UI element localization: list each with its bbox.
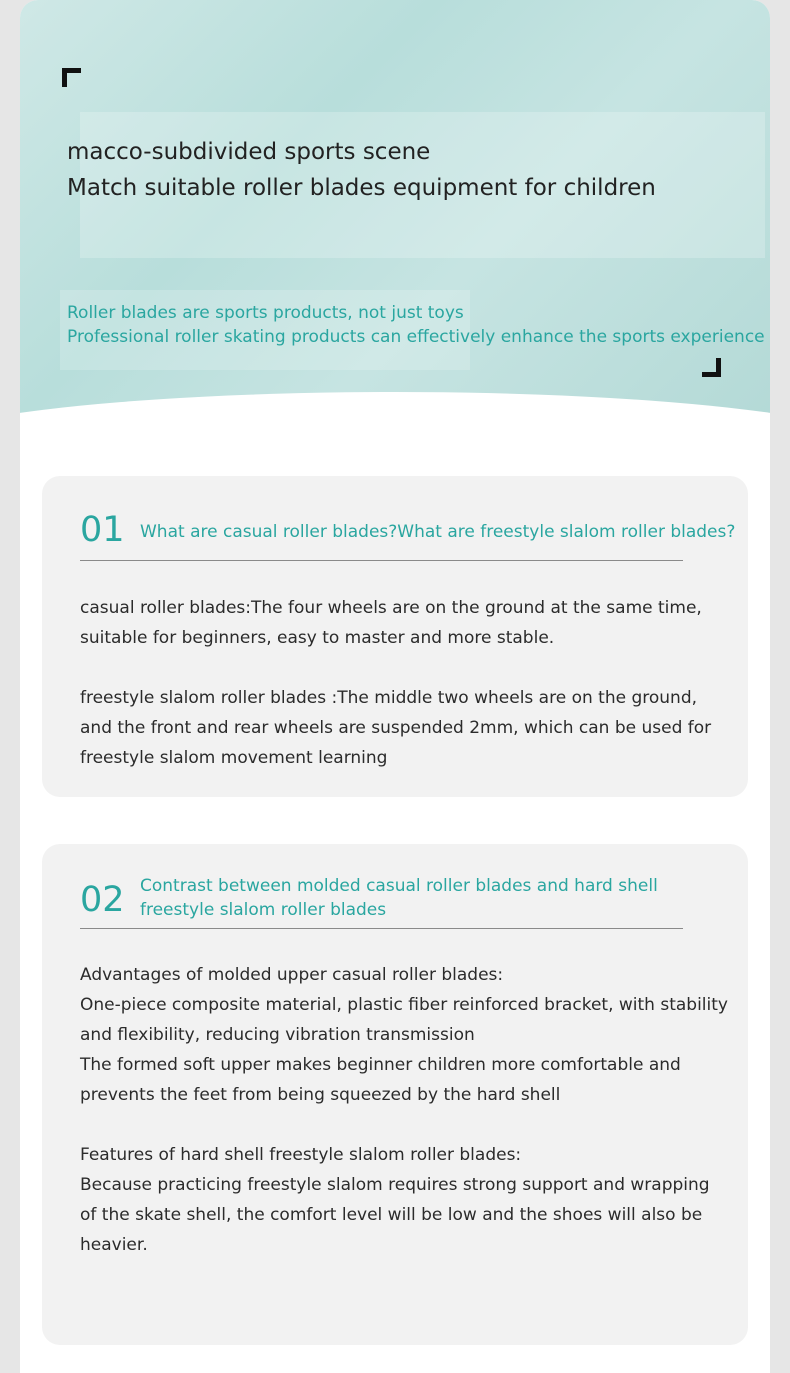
hero-title-line: macco-subdivided sports scene	[67, 139, 431, 165]
section-card-02	[42, 844, 748, 1345]
section-number: 02	[80, 880, 125, 920]
section-heading-line: freestyle slalom roller blades	[140, 900, 387, 920]
body-line: freestyle slalom roller blades :The middle two wheels are on the ground,	[80, 688, 698, 708]
body-line: freestyle slalom movement learning	[80, 748, 388, 768]
corner-bracket-bottom-right-icon	[702, 358, 721, 377]
body-line: heavier.	[80, 1235, 148, 1255]
hero-title-line: Match suitable roller blades equipment for children	[67, 175, 656, 201]
section-heading	[140, 874, 658, 922]
product-detail-page	[20, 0, 770, 1373]
body-line: casual roller blades:The four wheels are on the ground at the same time,	[80, 598, 702, 618]
body-line: and the front and rear wheels are suspended 2mm, which can be used for	[80, 718, 712, 738]
section-divider	[80, 560, 683, 561]
section-heading	[140, 520, 735, 544]
section-number: 01	[80, 510, 125, 550]
section-body	[80, 593, 730, 773]
body-line: Features of hard shell freestyle slalom roller blades:	[80, 1145, 522, 1165]
hero-title	[67, 134, 656, 206]
section-heading-line: Contrast between molded casual roller blades and hard shell	[140, 876, 658, 896]
body-line: suitable for beginners, easy to master and more stable.	[80, 628, 555, 648]
body-line: prevents the feet from being squeezed by the hard shell	[80, 1085, 561, 1105]
body-line: Because practicing freestyle slalom requires strong support and wrapping	[80, 1175, 710, 1195]
section-body	[80, 960, 730, 1260]
hero-subtitle	[67, 301, 765, 349]
hero-subtitle-line: Professional roller skating products can effectively enhance the sports experience	[67, 327, 765, 347]
section-heading-line: What are casual roller blades?What are freestyle slalom roller blades?	[140, 522, 736, 542]
section-divider	[80, 928, 683, 929]
body-line: Advantages of molded upper casual roller blades:	[80, 965, 504, 985]
hero-banner	[20, 0, 770, 440]
body-line: One-piece composite material, plastic fiber reinforced bracket, with stability	[80, 995, 728, 1015]
body-line: and flexibility, reducing vibration transmission	[80, 1025, 475, 1045]
body-line: The formed soft upper makes beginner children more comfortable and	[80, 1055, 681, 1075]
body-line: of the skate shell, the comfort level will be low and the shoes will also be	[80, 1205, 703, 1225]
section-card-01	[42, 476, 748, 797]
hero-subtitle-line: Roller blades are sports products, not just toys	[67, 303, 464, 323]
corner-bracket-top-left-icon	[62, 68, 81, 87]
